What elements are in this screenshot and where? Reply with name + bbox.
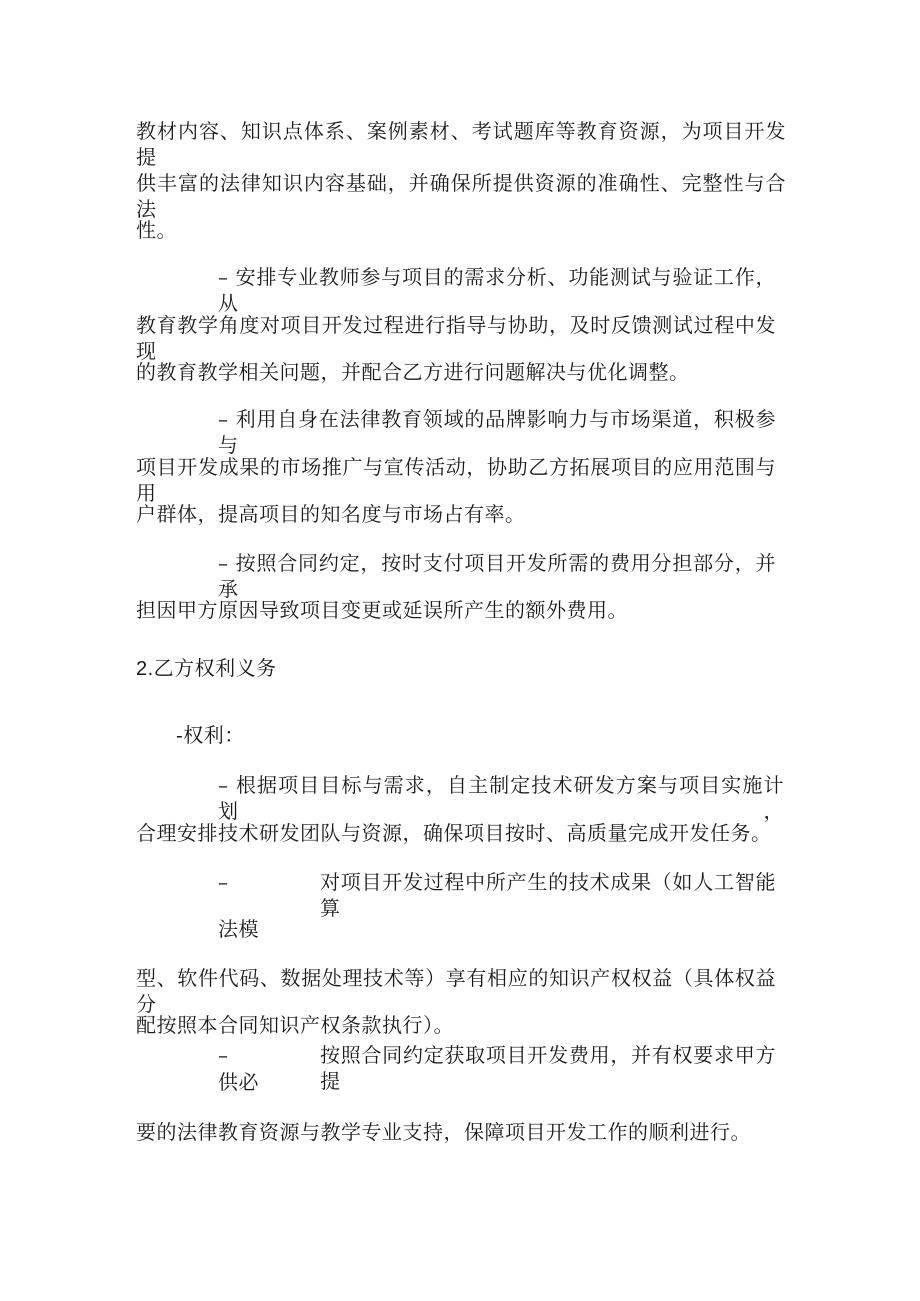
- para1-line1: 教材内容、知识点体系、案例素材、考试题库等教育资源，为项目开发提: [136, 119, 786, 169]
- para7-dash: –: [218, 1043, 229, 1067]
- section-heading: 2.乙方权利义务: [136, 658, 277, 680]
- para6-line1b: 法模: [218, 917, 259, 941]
- para1-line2: 供丰富的法律知识内容基础，并确保所提供资源的准确性、完整性与合法: [136, 171, 786, 221]
- para6-line2: 型、软件代码、数据处理技术等）享有相应的知识产权权益（具体权益分: [136, 966, 776, 1016]
- para6-line1: 对项目开发过程中所产生的技术成果（如人工智能算: [320, 870, 776, 920]
- para3-line1: – 利用自身在法律教育领域的品牌影响力与市场渠道，积极参与: [218, 407, 776, 457]
- para1-line3: 性。: [136, 218, 177, 242]
- para5-line2: 合理安排技术研发团队与资源，确保项目按时、高质量完成开发任务。: [136, 821, 772, 845]
- para7-line1: 按照合同约定获取项目开发费用，并有权要求甲方提: [320, 1043, 776, 1093]
- para2-line2: 教育教学角度对项目开发过程进行指导与协助，及时反馈测试过程中发现: [136, 313, 776, 363]
- rights-label: -权利：: [176, 723, 245, 747]
- para3-line2: 项目开发成果的市场推广与宣传活动，协助乙方拓展项目的应用范围与用: [136, 455, 776, 505]
- para3-line3: 户群体，提高项目的知名度与市场占有率。: [136, 502, 526, 526]
- para6-dash: –: [218, 870, 229, 894]
- para7-line2: 要的法律教育资源与教学专业支持，保障项目开发工作的顺利进行。: [136, 1120, 751, 1144]
- para5-line1: – 根据项目目标与需求，自主制定技术研发方案与项目实施计划，: [218, 773, 784, 823]
- para7-line1b: 供必: [218, 1070, 259, 1094]
- para6-line3: 配按照本合同知识产权条款执行）。: [136, 1013, 454, 1037]
- para2-line3: 的教育教学相关问题，并配合乙方进行问题解决与优化调整。: [136, 360, 690, 384]
- para4-line1: – 按照合同约定，按时支付项目开发所需的费用分担部分，并承: [218, 551, 776, 601]
- para2-line1: – 安排专业教师参与项目的需求分析、功能测试与验证工作，从: [218, 265, 776, 315]
- para4-line2: 担因甲方原因导致项目变更或延误所产生的额外费用。: [136, 598, 628, 622]
